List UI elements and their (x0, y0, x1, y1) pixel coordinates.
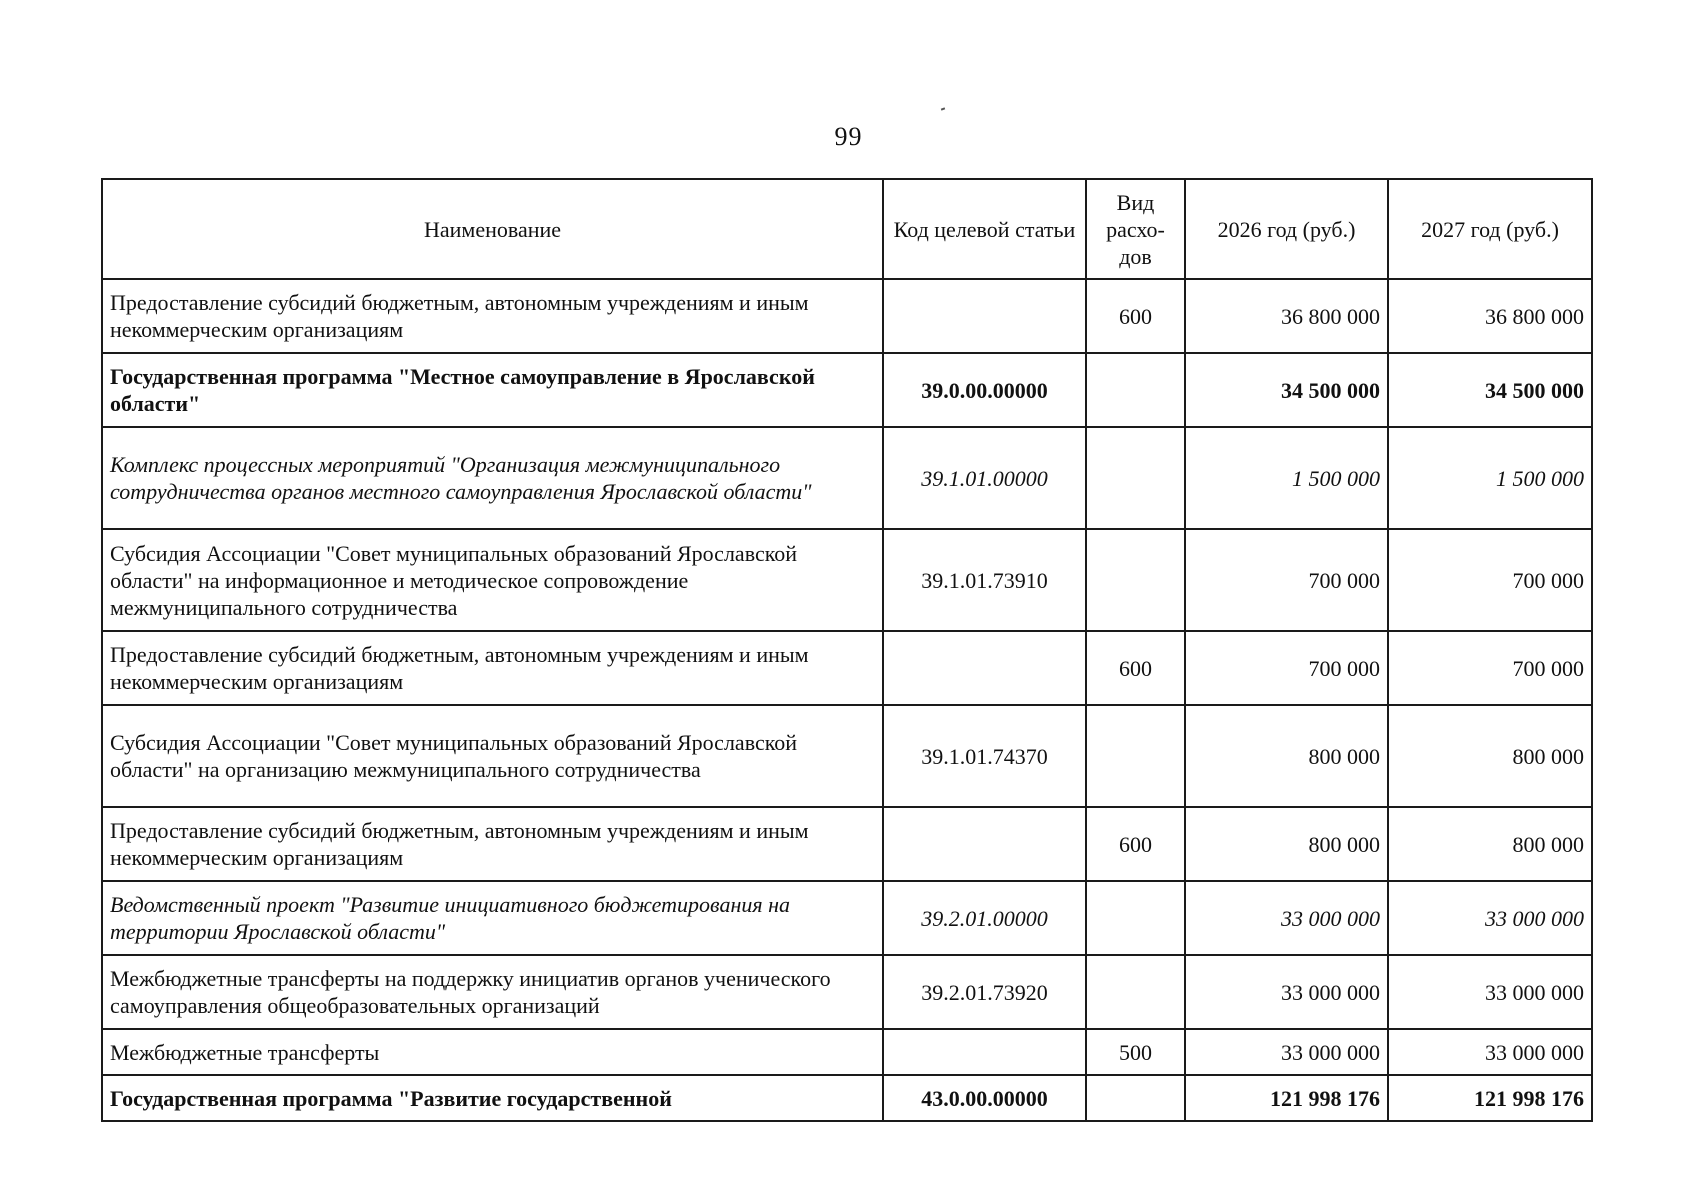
cell-type (1086, 529, 1185, 631)
cell-code (883, 1029, 1086, 1075)
cell-code: 39.1.01.73910 (883, 529, 1086, 631)
table-row (102, 807, 1592, 881)
cell-code: 39.1.01.74370 (883, 705, 1086, 807)
cell-2027: 33 000 000 (1388, 1029, 1592, 1075)
cell-2027: 1 500 000 (1388, 427, 1592, 529)
table-body (102, 279, 1592, 1121)
cell-name: Комплекс процессных мероприятий "Организация межмуниципального сотрудничества органов местного самоуправления Ярославской области" (102, 427, 883, 529)
cell-code (883, 807, 1086, 881)
header-2026: 2026 год (руб.) (1185, 179, 1388, 279)
cell-2026: 800 000 (1185, 705, 1388, 807)
cell-type (1086, 955, 1185, 1029)
cell-type: 600 (1086, 631, 1185, 705)
cell-2026: 1 500 000 (1185, 427, 1388, 529)
cell-2027: 121 998 176 (1388, 1075, 1592, 1121)
cell-code: 39.0.00.00000 (883, 353, 1086, 427)
cell-2026: 800 000 (1185, 807, 1388, 881)
cell-name: Предоставление субсидий бюджетным, автономным учреждениям и иным некоммерческим организациям (102, 807, 883, 881)
table-row (102, 1029, 1592, 1075)
header-code: Код целевой статьи (883, 179, 1086, 279)
cell-name: Субсидия Ассоциации "Совет муниципальных образований Ярославской области" на информационное и методическое сопровождение межмуниципального сотрудничества (102, 529, 883, 631)
cell-2026: 33 000 000 (1185, 1029, 1388, 1075)
cell-2027: 33 000 000 (1388, 881, 1592, 955)
table-row (102, 427, 1592, 529)
cell-code (883, 279, 1086, 353)
cell-2026: 33 000 000 (1185, 955, 1388, 1029)
cell-type (1086, 427, 1185, 529)
cell-2026: 700 000 (1185, 529, 1388, 631)
cell-2027: 700 000 (1388, 631, 1592, 705)
cell-name: Субсидия Ассоциации "Совет муниципальных образований Ярославской области" на организацию межмуниципального сотрудничества (102, 705, 883, 807)
cell-code (883, 631, 1086, 705)
cell-2027: 700 000 (1388, 529, 1592, 631)
cell-type: 600 (1086, 279, 1185, 353)
budget-table (101, 178, 1593, 1122)
cell-type: 600 (1086, 807, 1185, 881)
page-number: 99 (834, 122, 863, 151)
cell-2027: 33 000 000 (1388, 955, 1592, 1029)
table-row (102, 631, 1592, 705)
cell-type (1086, 881, 1185, 955)
table-row (102, 955, 1592, 1029)
cell-code: 39.1.01.00000 (883, 427, 1086, 529)
cell-code: 43.0.00.00000 (883, 1075, 1086, 1121)
cell-2026: 700 000 (1185, 631, 1388, 705)
cell-2027: 36 800 000 (1388, 279, 1592, 353)
table-row (102, 1075, 1592, 1121)
cell-code: 39.2.01.00000 (883, 881, 1086, 955)
cell-name: Межбюджетные трансферты на поддержку инициатив органов ученического самоуправления общеобразовательных организаций (102, 955, 883, 1029)
table-row (102, 353, 1592, 427)
table-row (102, 279, 1592, 353)
cell-2026: 36 800 000 (1185, 279, 1388, 353)
cell-name: Государственная программа "Местное самоуправление в Ярославской области" (102, 353, 883, 427)
cell-code: 39.2.01.73920 (883, 955, 1086, 1029)
header-type: Вид расхо- дов (1086, 179, 1185, 279)
cell-name: Предоставление субсидий бюджетным, автономным учреждениям и иным некоммерческим организациям (102, 279, 883, 353)
cell-2026: 34 500 000 (1185, 353, 1388, 427)
cell-2027: 800 000 (1388, 705, 1592, 807)
cell-name: Государственная программа "Развитие государственной (102, 1075, 883, 1121)
cell-name: Предоставление субсидий бюджетным, автономным учреждениям и иным некоммерческим организациям (102, 631, 883, 705)
cell-type (1086, 1075, 1185, 1121)
header-name: Наименование (102, 179, 883, 279)
cell-2026: 33 000 000 (1185, 881, 1388, 955)
cell-name: Межбюджетные трансферты (102, 1029, 883, 1075)
table-row (102, 529, 1592, 631)
table-row (102, 705, 1592, 807)
table-header-row (102, 179, 1592, 279)
scan-speck (941, 107, 945, 110)
cell-2027: 34 500 000 (1388, 353, 1592, 427)
cell-type (1086, 705, 1185, 807)
cell-name: Ведомственный проект "Развитие инициативного бюджетирования на территории Ярославской области" (102, 881, 883, 955)
table-row (102, 881, 1592, 955)
header-2027: 2027 год (руб.) (1388, 179, 1592, 279)
cell-2026: 121 998 176 (1185, 1075, 1388, 1121)
cell-2027: 800 000 (1388, 807, 1592, 881)
cell-type (1086, 353, 1185, 427)
cell-type: 500 (1086, 1029, 1185, 1075)
